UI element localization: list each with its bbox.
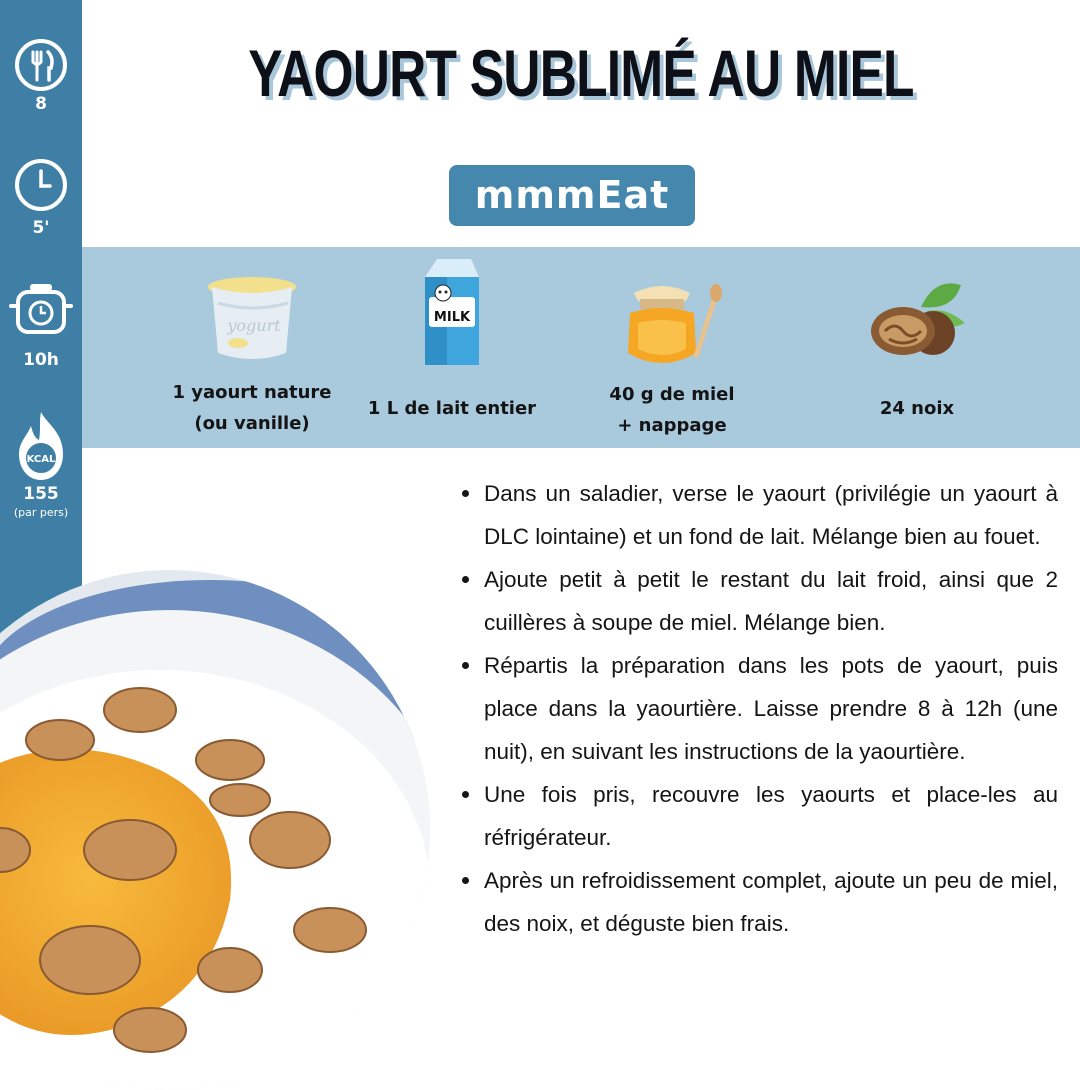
ingredient-item [152,247,352,448]
ingredient-label: 1 L de lait entier [367,398,537,419]
instruction-step: Après un refroidissement complet, ajoute un peu de miel, des noix, et déguste bien frais. [460,859,1058,945]
instruction-step: Dans un saladier, verse le yaourt (privilégie un yaourt à DLC lointaine) et un fond de lait. Mélange bien au fouet. [460,472,1058,558]
ingredients-band [82,247,1080,448]
prep-time-value: 5' [32,218,50,238]
yogurt-bowl-photo [0,570,430,1090]
calories-unit: (par pers) [13,506,69,519]
cook-time-value: 10h [23,350,59,370]
svg-text:yogurt: yogurt [227,316,281,335]
honey-jar-icon [612,279,732,371]
servings-value: 8 [35,94,47,114]
walnut-icon [865,277,969,363]
kcal-flame-icon [11,410,71,482]
brand-logo: mmmEat [449,165,695,226]
ingredient-label: 24 noix [879,398,955,419]
kcal-badge-text: KCAL [26,454,56,465]
calories-value: 155 [23,484,59,504]
milk-carton-icon [417,255,487,367]
ingredient-label: 40 g de miel [609,384,735,405]
prep-time-stat [0,158,82,238]
servings-stat [0,38,82,114]
ingredient-label: 1 yaourt nature [172,382,332,403]
instruction-step: Ajoute petit à petit le restant du lait froid, ainsi que 2 cuillères à soupe de miel. Mélange bien. [460,558,1058,644]
instructions-list [460,472,1058,945]
clock-icon [14,158,68,212]
yogurt-cup-icon [204,273,300,365]
instruction-step: Répartis la préparation dans les pots de yaourt, puis place dans la yaourtière. Laisse prendre 8 à 12h (une nuit), en suivant les instructions de la yaourtière. [460,644,1058,773]
fork-knife-icon [14,38,68,92]
ingredient-item [352,247,552,448]
instruction-step: Une fois pris, recouvre les yaourts et place-les au réfrigérateur. [460,773,1058,859]
yogurt-maker-icon [8,280,74,340]
calories-stat [0,410,82,519]
recipe-stats-sidebar [0,0,82,640]
recipe-title: YAOURT SUBLIMÉ AU MIEL [248,36,914,110]
ingredient-label: (ou vanille) [194,413,310,434]
ingredient-label: + nappage [617,415,727,436]
ingredient-item [572,247,772,448]
cook-time-stat [0,280,82,370]
ingredient-item [817,247,1017,448]
carton-text: MILK [433,310,471,325]
